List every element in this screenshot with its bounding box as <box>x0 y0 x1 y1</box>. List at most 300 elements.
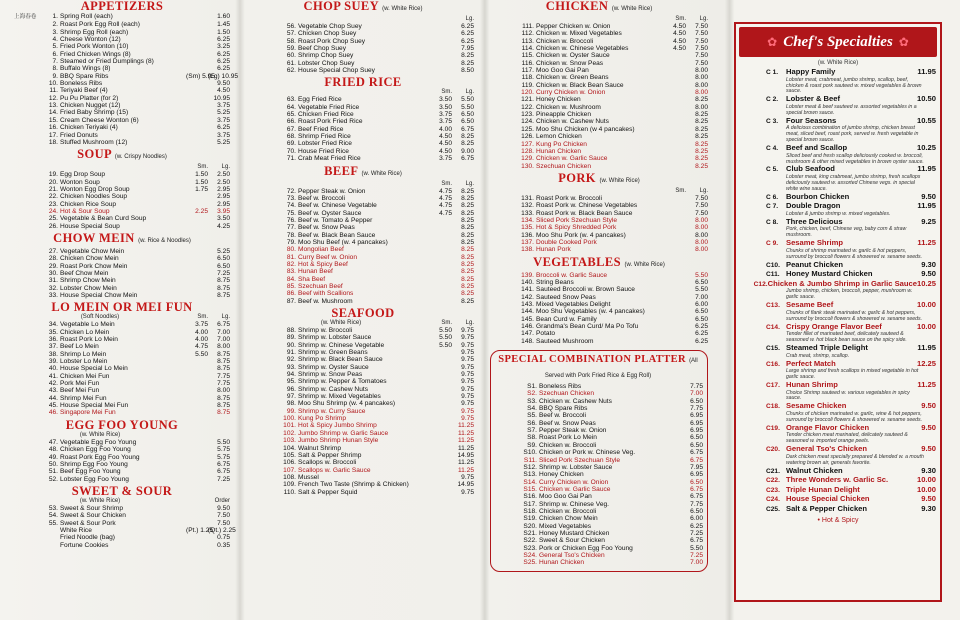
item-price-large: 3.75 <box>217 131 230 139</box>
item-name: Shrimp w. Green Beans <box>298 349 368 357</box>
item-price-large: 0.75 <box>217 534 230 542</box>
chef-item-price: 11.95 <box>917 67 936 76</box>
size-header-label: Lg. <box>465 89 474 96</box>
item-name: Beef w. Oyster Sauce <box>298 209 362 217</box>
chef-item-description: Large shrimp and fresh scallops in mixed vegetable in hot garlic sauce. <box>786 368 919 381</box>
item-number: S20. <box>523 522 537 530</box>
item-name: Chicken w. Mushroom <box>536 103 601 111</box>
item-number: 5. <box>52 43 58 51</box>
item-name: Buffalo Wings (8) <box>60 65 111 73</box>
item-price-large: 7.50 <box>695 37 708 45</box>
item-price-small: 1.75 <box>195 185 208 193</box>
item-price-large: 6.95 <box>690 412 703 420</box>
item-name: Vegetable Chow Mein <box>60 247 125 255</box>
item-number: 70. <box>286 147 296 155</box>
menu-item <box>14 102 230 109</box>
item-name: Chicken w. Green Beans <box>536 74 609 82</box>
menu-item <box>493 464 703 471</box>
menu-item <box>490 148 708 155</box>
item-price-large: (Lg) 10.95 <box>208 72 239 80</box>
menu-item <box>252 334 474 341</box>
menu-item <box>252 217 474 224</box>
item-number: 125. <box>521 125 534 133</box>
item-price-large: 10.95 <box>213 94 230 102</box>
chef-item-description: Lobster meat, king crabmeat, jumbo shrimp, fresh scallops deliciously sauteed w. assorted Chinese vegs. in special white wine sauce. <box>786 174 921 192</box>
menu-item <box>493 545 703 552</box>
section-gap <box>490 345 708 347</box>
item-price-large: 6.25 <box>461 37 474 45</box>
item-name: Boneless Ribs <box>539 383 582 391</box>
item-name: Potato <box>536 330 556 338</box>
size-header-label: Lg. <box>221 314 230 321</box>
item-name: Beef Fried Rice <box>298 125 344 133</box>
menu-item <box>252 386 474 393</box>
menu-item <box>14 58 230 65</box>
item-name: Shrimp w. Oyster Sauce <box>298 363 369 371</box>
chef-item-number: C 6. <box>766 193 779 201</box>
item-number: S8. <box>527 434 537 442</box>
item-number: 138. <box>521 246 534 254</box>
chef-item-description: Chunks of shrimp marinated w. garlic & hot peppers, surround by broccoli flowers & showered w. sesame seeds. <box>786 247 923 260</box>
menu-item <box>490 316 708 323</box>
item-price-large: 9.75 <box>461 363 474 371</box>
item-name: Moo Shu Pork (w. 4 pancakes) <box>536 231 626 239</box>
menu-item <box>252 276 474 283</box>
item-number: 54. <box>48 512 58 520</box>
chef-item <box>736 218 940 239</box>
menu-item <box>252 400 474 407</box>
item-number: S25. <box>523 559 537 567</box>
size-header <box>14 164 230 171</box>
item-price-large: 7.75 <box>217 372 230 380</box>
item-price-large: 8.75 <box>217 277 230 285</box>
menu-item <box>14 179 230 186</box>
item-name: Roast Pork Lo Mein <box>60 336 118 344</box>
item-number: 127. <box>521 140 534 148</box>
item-number: S17. <box>523 500 537 508</box>
item-name: Lobster Lo Mein <box>60 358 108 366</box>
menu-item <box>14 402 230 409</box>
item-name: Chicken w. Cashew Nuts <box>536 118 609 126</box>
item-name: Fried Chicken Wings (8) <box>60 50 131 58</box>
section-title <box>14 232 230 248</box>
menu-item <box>252 126 474 133</box>
size-header-label: (w. White Rice) <box>320 320 362 326</box>
chef-item-name: Three Delicious <box>786 216 843 226</box>
item-price-large: 9.75 <box>461 327 474 334</box>
item-price-large: 8.25 <box>461 275 474 283</box>
menu-item <box>252 290 474 297</box>
item-price-large: 7.75 <box>690 500 703 508</box>
chef-item-name: Honey Mustard Chicken <box>786 269 873 279</box>
item-number: 113. <box>521 37 534 45</box>
item-number: 45. <box>48 402 58 410</box>
item-price-large: 8.00 <box>695 238 708 246</box>
item-price-large: 5.25 <box>217 109 230 117</box>
item-name: Chicken Nugget (12) <box>60 102 121 110</box>
item-price-large: 8.25 <box>461 297 474 305</box>
item-number: 79. <box>286 238 296 246</box>
chef-item <box>736 505 940 515</box>
item-price-large: 9.75 <box>461 488 474 496</box>
item-price-large: 3.50 <box>217 215 230 223</box>
item-name: Singapore Mei Fun <box>60 409 116 417</box>
chef-item <box>736 144 940 165</box>
size-header-label: Sm. <box>675 187 686 194</box>
item-price-large: 6.75 <box>217 468 230 476</box>
menu-item <box>252 261 474 268</box>
chef-item-name: House Special Chicken <box>786 494 870 504</box>
item-price-small: 5.50 <box>439 334 452 342</box>
item-name: Sweet & Sour Chicken <box>539 537 605 545</box>
item-number: 36. <box>48 336 58 344</box>
section-title-text: CHOP SUEY <box>303 0 379 13</box>
item-number: 11. <box>49 87 58 95</box>
rose-icon: ✿ <box>898 35 909 49</box>
chef-item-price: 9.50 <box>921 422 936 432</box>
menu-item <box>490 217 708 224</box>
menu-item <box>252 422 474 429</box>
item-price-large: 7.50 <box>695 59 708 67</box>
item-price-large: 8.25 <box>461 52 474 60</box>
item-name: Shrimp w. Pepper & Tomatoes <box>298 378 387 386</box>
menu-item <box>490 272 708 279</box>
item-number: 57. <box>286 30 296 38</box>
hot-spicy-note: • Hot & Spicy <box>817 516 859 524</box>
item-name: Beef w. Chinese Vegetable <box>298 202 377 210</box>
item-number: 108. <box>283 473 296 481</box>
item-number: 8. <box>52 65 58 73</box>
item-name: Honey Chicken <box>536 96 581 104</box>
menu-item <box>252 45 474 52</box>
item-price-large: 9.75 <box>461 356 474 364</box>
item-price-large: 7.00 <box>217 328 230 336</box>
section-title <box>14 485 230 498</box>
item-number: 39. <box>48 358 58 366</box>
chef-item-number: C23. <box>766 486 780 494</box>
item-number: 1. <box>52 13 58 20</box>
menu-item <box>14 446 230 453</box>
item-name: Pu Pu Platter (for 2) <box>60 94 119 102</box>
item-name: Vegetable Egg Foo Young <box>60 438 137 446</box>
item-name: Salt & Pepper Shrimp <box>298 451 362 459</box>
item-number: 148. <box>521 337 534 345</box>
section-title-text: PORK <box>558 170 596 185</box>
menu-item <box>14 512 230 519</box>
item-number: 3. <box>52 28 58 36</box>
menu-item <box>252 393 474 400</box>
menu-item <box>493 552 703 559</box>
section-title <box>14 148 230 164</box>
section-title-text: SOUP <box>77 147 112 162</box>
item-number: 102. <box>283 429 296 437</box>
item-name: Chicken w. Mixed Vegetables <box>536 30 622 38</box>
item-number: 100. <box>283 415 296 423</box>
item-price-small: 4.00 <box>195 328 208 336</box>
item-price-large: 5.25 <box>217 247 230 255</box>
chef-item-price: 9.50 <box>921 401 936 411</box>
item-price-large: 8.00 <box>695 231 708 239</box>
menu-item <box>490 45 708 52</box>
item-price-large: 6.50 <box>690 397 703 405</box>
section-title <box>252 76 474 89</box>
section-title <box>252 307 474 320</box>
item-name: Egg Fried Rice <box>298 96 342 104</box>
size-header-label: Sm. <box>675 16 686 22</box>
item-price-small: 4.50 <box>673 37 686 45</box>
menu-item <box>14 21 230 28</box>
menu-item <box>14 395 230 402</box>
menu-item <box>493 501 703 508</box>
item-name: Shrimp w. Snow Peas <box>298 371 363 379</box>
item-price-large: 8.25 <box>695 125 708 133</box>
item-name: Sweet & Sour Shrimp <box>60 504 124 512</box>
chef-item-description: Lobster & jumbo shrimp w. mixed vegetables. <box>786 210 891 217</box>
chef-item-price: 11.95 <box>917 201 936 211</box>
item-price-large: 7.25 <box>690 529 703 537</box>
item-number: 122. <box>521 103 534 111</box>
item-name: Roast Pork Egg Roll (each) <box>60 21 140 29</box>
menu-item <box>252 239 474 246</box>
item-number: 19. <box>48 171 58 179</box>
item-name: Chicken w. Broccoli <box>539 507 597 515</box>
chef-item-number: C18. <box>766 403 780 411</box>
section-note: (w. Rice & Noodles) <box>138 237 191 244</box>
chef-note: (w. White Rice) <box>817 60 859 66</box>
item-number: S18. <box>523 507 537 515</box>
item-name: Hot & Spicy Shredded Pork <box>536 224 617 232</box>
menu-item <box>490 308 708 315</box>
item-price-large: 8.25 <box>461 231 474 239</box>
item-name: Hot & Spicy Beef <box>298 260 348 268</box>
item-price-large: 8.25 <box>461 133 474 141</box>
size-header <box>252 89 474 96</box>
menu-item <box>252 133 474 140</box>
menu-item <box>252 364 474 371</box>
item-name: Sauteed Broccoli w. Brown Sauce <box>536 286 635 294</box>
item-price-large: 9.75 <box>461 400 474 408</box>
menu-item <box>252 452 474 459</box>
item-name: Lobster Chow Mein <box>60 284 117 292</box>
chef-item-name: Beef and Scallop <box>786 143 848 153</box>
item-name: Chicken w. Oyster Sauce <box>536 52 610 60</box>
item-number: 75. <box>286 209 296 217</box>
chef-item-name: Club Seafood <box>786 164 835 174</box>
item-price-large: 8.00 <box>695 246 708 254</box>
item-number: 115. <box>521 52 534 60</box>
item-number: 9. <box>52 72 58 80</box>
item-price-small: 2.25 <box>195 207 208 215</box>
size-header <box>14 498 230 505</box>
size-header-label: Sm. <box>441 89 452 96</box>
menu-item <box>493 559 703 566</box>
item-number: 143. <box>521 301 534 308</box>
section-title-text: EGG FOO YOUNG <box>65 417 179 432</box>
section-note: (w. White Rice) <box>624 261 665 268</box>
size-header-label: Sm. <box>197 314 208 321</box>
item-name: Hot & Sour Soup <box>60 207 110 215</box>
item-number: 77. <box>286 224 296 232</box>
item-number: 24. <box>48 207 58 215</box>
item-price-small: 4.75 <box>439 187 452 195</box>
size-header-label <box>490 16 664 23</box>
menu-item <box>252 445 474 452</box>
item-number: S4. <box>527 405 537 413</box>
item-name: Fried Baby Shrimp (15) <box>60 109 129 117</box>
item-price-small: 4.75 <box>439 194 452 202</box>
chef-item-name: Lobster & Beef <box>786 94 841 104</box>
menu-item <box>493 479 703 486</box>
chef-item-name: Peanut Chicken <box>786 259 843 269</box>
chef-item-price: 9.30 <box>921 259 936 269</box>
menu-item <box>252 202 474 209</box>
item-name: Beef w. Snow Peas <box>539 419 596 427</box>
item-name: Kung Po Shrimp <box>298 415 347 423</box>
item-number: 123. <box>521 111 534 119</box>
item-number: 88. <box>286 327 296 334</box>
item-price-large: 6.75 <box>461 125 474 133</box>
item-number: S14. <box>523 478 537 486</box>
chef-item-number: C17. <box>766 381 780 389</box>
section-title-text: VEGETABLES <box>533 254 621 269</box>
item-name: Lobster Chop Suey <box>298 59 355 67</box>
item-name: Jumbo Shrimp Hunan Style <box>298 437 379 445</box>
item-number: 128. <box>521 147 534 155</box>
item-number: 90. <box>286 341 296 349</box>
item-name: Szechuan Beef <box>298 282 343 290</box>
item-price-large: 6.75 <box>690 449 703 457</box>
item-price-large: 7.50 <box>695 194 708 202</box>
item-name: Sweet & Sour Pork <box>60 519 116 527</box>
item-name: Steamed or Fried Dumplings (8) <box>60 58 154 66</box>
menu-item <box>493 486 703 493</box>
item-price-large: 8.25 <box>461 202 474 210</box>
item-name: Beef with Scallions <box>298 290 354 298</box>
item-price-large: 2.50 <box>217 171 230 179</box>
menu-item <box>490 338 708 345</box>
chef-item-number: C 8. <box>766 218 779 226</box>
item-name: Beef w. Broccoli <box>539 412 586 420</box>
item-name: Chicken w. Snow Peas <box>536 59 604 67</box>
menu-item <box>252 67 474 74</box>
size-header-label: Lg. <box>699 187 708 194</box>
item-number: 65. <box>286 111 296 119</box>
chef-item-description: Lobster meat & beef sauteed w. assorted vegetables in a special brown sauce. <box>786 103 917 116</box>
menu-item <box>490 38 708 45</box>
item-number: 12. <box>48 94 58 102</box>
menu-item <box>490 52 708 59</box>
item-number: 105. <box>283 451 296 459</box>
chef-item-number: C14. <box>766 323 780 331</box>
item-number: 112. <box>521 30 534 38</box>
item-number: 68. <box>286 133 296 141</box>
item-price-large: 6.50 <box>695 315 708 323</box>
item-number: 59. <box>286 45 296 53</box>
item-price-large: 6.50 <box>690 478 703 486</box>
item-price-large: 6.25 <box>217 58 230 66</box>
item-number: 129. <box>521 155 534 163</box>
menu-item <box>14 51 230 58</box>
item-price-small: 3.50 <box>439 96 452 104</box>
menu-item <box>493 405 703 412</box>
chef-item-description: Tender fillet of marinated beef, delicately sauteed & seasoned w. hot black bean sauce on the spicy side. <box>786 331 907 344</box>
combination-platter-box <box>490 350 708 572</box>
item-price-large: 7.25 <box>217 475 230 483</box>
item-price-large: 2.95 <box>217 200 230 208</box>
item-price-large: 8.00 <box>695 74 708 82</box>
item-number: 74. <box>286 202 296 210</box>
item-number: 15. <box>48 116 58 124</box>
item-number: 32. <box>48 284 58 292</box>
menu-item <box>252 23 474 30</box>
section-title-text: FRIED RICE <box>324 75 402 90</box>
chef-item-description: Dark chicken meat specially prepared & blended w. a mouth watering brown air, generals favorite. <box>786 453 924 466</box>
item-price-large: 7.75 <box>690 383 703 391</box>
item-price-large: 7.75 <box>690 405 703 413</box>
item-price-large: 2.95 <box>217 193 230 201</box>
chef-item-name: Three Wonders w. Garlic Sc. <box>786 475 889 485</box>
chef-item-price: 10.00 <box>916 475 936 485</box>
menu-item <box>14 43 230 50</box>
item-name: Lobster Fried Rice <box>298 140 352 148</box>
item-name: Shrimp Fried Rice <box>298 133 351 141</box>
item-price-large: 6.25 <box>695 323 708 331</box>
item-price-large: 9.50 <box>217 504 230 512</box>
item-number: 47. <box>48 438 58 446</box>
item-price-small: 1.50 <box>195 171 208 179</box>
chef-item-name: Perfect Match <box>786 358 836 368</box>
item-price-large: 7.25 <box>690 551 703 559</box>
menu-item <box>14 215 230 222</box>
item-name: Shrimp Chow Mein <box>60 277 116 285</box>
item-number: 106. <box>283 459 296 467</box>
item-number: 103. <box>283 437 296 445</box>
chef-item <box>736 424 940 445</box>
item-number: 130. <box>521 162 534 170</box>
item-number: S10. <box>523 449 537 457</box>
item-name: Pork Mei Fun <box>60 380 100 388</box>
item-number: 18. <box>48 138 58 146</box>
item-price-large: 11.25 <box>457 422 474 430</box>
item-number: 2. <box>52 21 58 29</box>
chef-specialties-title: Chef's Specialties <box>783 33 893 50</box>
section-gap <box>14 549 230 551</box>
item-number: S11. <box>523 456 537 464</box>
menu-item <box>14 461 230 468</box>
chef-item-price: 10.00 <box>916 300 936 310</box>
item-number: 124. <box>521 118 534 126</box>
item-name: Chicken w. Chinese Vegetables <box>536 45 629 53</box>
item-price-large: 9.75 <box>461 473 474 481</box>
item-name: Beef Egg Foo Young <box>60 468 121 476</box>
item-price-large: 7.25 <box>217 269 230 277</box>
item-number: 30. <box>48 269 58 277</box>
menu-item <box>490 74 708 81</box>
size-header-label: Order <box>214 497 230 504</box>
item-number: 145. <box>521 315 534 323</box>
chef-item-price: 11.25 <box>917 379 936 389</box>
item-price-large: 8.00 <box>695 103 708 111</box>
item-number: S21. <box>523 529 537 537</box>
menu-item <box>14 65 230 72</box>
item-name: Roast Pork Egg Foo Young <box>60 453 140 461</box>
item-name: House Special Chop Suey <box>298 67 375 75</box>
item-price-large: 9.75 <box>461 334 474 342</box>
section-title-text: APPETIZERS <box>80 0 164 13</box>
item-name: Shrimp w. Chinese Veg. <box>539 500 610 508</box>
item-name: Salt & Pepper Squid <box>298 488 358 496</box>
item-price-small: 3.50 <box>439 103 452 111</box>
